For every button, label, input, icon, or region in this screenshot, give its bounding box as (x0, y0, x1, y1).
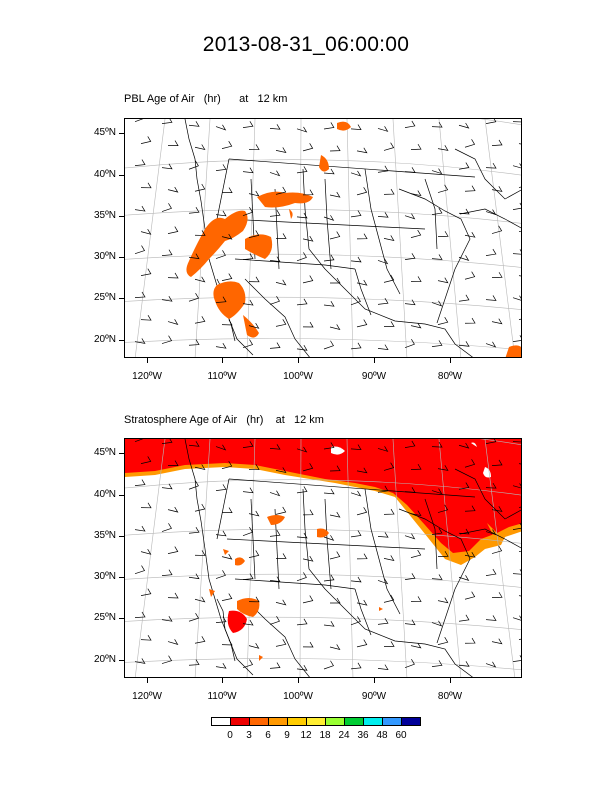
wind-barb (195, 636, 205, 643)
wind-barb (303, 596, 313, 603)
wind-barb (519, 140, 522, 145)
wind-barb (162, 616, 172, 621)
wind-barb (270, 210, 280, 216)
wind-barb (216, 125, 225, 130)
colorbar-swatch (287, 717, 307, 726)
plot-title: 2013-08-31_06:00:00 (202, 33, 410, 56)
lat-tick (119, 618, 124, 619)
wind-barb (297, 572, 306, 580)
wind-barb (222, 640, 232, 645)
colorbar-swatch (306, 717, 326, 726)
wind-barb (384, 189, 394, 194)
lon-label: 120ºW (132, 371, 162, 382)
wind-barb (357, 148, 367, 153)
wind-barb (459, 255, 469, 260)
lat-tick (119, 133, 124, 134)
wind-barb (384, 235, 394, 240)
wind-barb (324, 255, 334, 261)
wind-barb (465, 638, 475, 643)
wind-barb (162, 523, 171, 531)
wind-barb (141, 503, 151, 508)
wind-barb (411, 230, 421, 238)
wind-barb (351, 530, 361, 536)
lat-lon-grid (125, 119, 522, 358)
wind-barb (384, 143, 394, 151)
wind-barb (438, 317, 448, 324)
colorbar-label: 9 (284, 730, 290, 741)
wind-barb (243, 527, 252, 535)
colorbar-label: 3 (246, 730, 252, 741)
wind-barb (351, 171, 361, 176)
lat-label: 35ºN (94, 210, 116, 221)
wind-barb (162, 296, 172, 301)
wind-barb (405, 573, 415, 579)
wind-barb (357, 507, 367, 515)
wind-barb (357, 234, 367, 239)
colorbar-label: 18 (319, 730, 331, 741)
wind-barb (135, 206, 145, 211)
wind-barb (330, 552, 340, 559)
stratosphere-age-map-canvas (125, 439, 522, 678)
wind-barb (519, 593, 522, 598)
wind-barb (405, 253, 415, 259)
wind-barb (135, 480, 145, 486)
lat-tick (119, 536, 124, 537)
wind-barb (216, 164, 226, 170)
wind-barb (357, 320, 367, 327)
wind-barb (216, 250, 225, 258)
wind-barb (519, 632, 522, 640)
wind-barb (249, 277, 259, 282)
wind-barb (162, 656, 172, 664)
wind-barb (492, 319, 502, 324)
lon-tick (374, 678, 375, 683)
wind-barb (270, 530, 280, 536)
wind-barb (378, 579, 387, 584)
wind-barb (378, 298, 388, 304)
wind-barb (168, 507, 178, 512)
wind-barb (222, 554, 232, 559)
wind-barb (162, 570, 172, 576)
wind-barb (330, 232, 340, 239)
wind-barb (276, 639, 286, 646)
wind-barb (411, 191, 421, 196)
lat-label: 35ºN (94, 530, 116, 541)
lat-label: 20ºN (94, 654, 116, 665)
wind-barb (459, 615, 469, 621)
wind-barb (378, 166, 388, 173)
wind-barb (189, 207, 199, 213)
lon-tick (222, 358, 223, 363)
wind-barb (378, 665, 388, 670)
wind-barb (351, 296, 360, 304)
wind-barb (486, 295, 496, 300)
wind-barb (330, 192, 340, 197)
wind-barb (324, 621, 334, 626)
wind-barb (405, 121, 415, 128)
wind-barb (486, 662, 495, 667)
wind-barb (357, 640, 367, 647)
lon-tick (147, 358, 148, 363)
wind-barb (432, 208, 442, 215)
wind-barb (195, 550, 205, 555)
colorbar-swatch (230, 717, 250, 726)
lat-label: 25ºN (94, 612, 116, 623)
lon-tick (222, 678, 223, 683)
colorbar-label: 24 (338, 730, 350, 741)
lat-tick (119, 175, 124, 176)
wind-barb (357, 554, 367, 559)
lat-tick (119, 298, 124, 299)
wind-barb (141, 183, 151, 188)
wind-barb (432, 301, 441, 306)
wind-barb (216, 211, 226, 216)
wind-barb (411, 596, 421, 601)
wind-barb (384, 641, 394, 646)
wind-barb (513, 249, 522, 254)
wind-barb (162, 250, 172, 256)
wind-barb (297, 166, 307, 172)
wind-barb (270, 491, 279, 496)
wind-barb (270, 171, 279, 176)
wind-barb (168, 273, 178, 278)
lat-label: 20ºN (94, 334, 116, 345)
lon-label: 120ºW (132, 691, 162, 702)
wind-barb (216, 484, 226, 490)
panel1-variable-label: PBL Age of Air (hr) at 12 km (124, 93, 288, 105)
stratospheric-air-region (125, 439, 522, 565)
wind-barb (141, 635, 151, 640)
wind-barb (492, 272, 502, 277)
colorbar-label: 60 (395, 730, 407, 741)
wind-barb (303, 322, 313, 327)
wind-barb (276, 507, 286, 514)
wind-barb (432, 254, 442, 259)
wind-barb (297, 619, 307, 625)
wind-barb (168, 319, 178, 324)
wind-barb (330, 644, 340, 649)
wind-barb (465, 318, 475, 323)
wind-barb (222, 594, 232, 601)
colorbar-swatch (268, 717, 288, 726)
wind-barb (378, 126, 388, 131)
lon-tick (298, 358, 299, 363)
wind-barb (168, 547, 178, 554)
wind-barb (351, 257, 361, 262)
wind-barb (513, 655, 522, 661)
wind-barb (405, 167, 415, 172)
wind-barb (513, 616, 522, 621)
wind-barb (141, 549, 151, 554)
wind-barb (351, 210, 361, 216)
wind-barb (432, 621, 441, 626)
wind-barb (357, 187, 367, 195)
wind-barb (243, 121, 253, 127)
wind-barb (378, 345, 388, 350)
wind-barb (189, 527, 199, 533)
wind-barb (168, 141, 178, 146)
wind-barb (459, 295, 469, 301)
lat-label: 40ºN (94, 489, 116, 500)
wind-barb (378, 618, 388, 624)
wind-barb (216, 531, 226, 536)
wind-barb (276, 147, 286, 152)
wind-barb (492, 226, 502, 234)
wind-barb (405, 534, 415, 539)
wind-barb (324, 122, 334, 129)
wind-barb (222, 274, 232, 281)
wind-barb (297, 127, 307, 132)
wind-barb (162, 119, 172, 124)
wind-barb (465, 139, 475, 147)
wind-barb (486, 615, 496, 620)
wind-barb (135, 160, 145, 166)
lat-label: 45ºN (94, 127, 116, 138)
wind-barb (162, 336, 172, 344)
wind-barb (168, 187, 178, 192)
wind-barb (465, 232, 475, 237)
wind-barb (270, 663, 280, 669)
wind-barb (513, 296, 522, 301)
wind-barb (351, 125, 361, 130)
wind-barb (411, 144, 421, 150)
lon-label: 80ºW (437, 691, 463, 702)
wind-barb (519, 312, 522, 320)
wind-barb (276, 600, 286, 605)
wind-barb (384, 509, 394, 514)
age-of-air-colorbar (211, 717, 420, 726)
wind-barb (513, 163, 522, 168)
wind-barb (513, 335, 522, 341)
wind-barb (351, 616, 360, 624)
wind-barb (519, 273, 522, 278)
wind-barb (249, 643, 259, 648)
wind-barb (297, 486, 307, 492)
lon-label: 80ºW (437, 371, 463, 382)
wind-barb (276, 319, 286, 326)
colorbar-swatch (401, 717, 421, 726)
wind-barb (513, 203, 522, 210)
wind-barb (141, 229, 151, 234)
lon-label: 90ºW (361, 371, 387, 382)
wind-barb (519, 180, 522, 188)
colorbar-label: 0 (227, 730, 233, 741)
colorbar-swatch (344, 717, 364, 726)
wind-barb (330, 512, 340, 517)
wind-barb (411, 550, 421, 558)
wind-barb (378, 259, 387, 264)
wind-barb (135, 338, 145, 343)
wind-barb (378, 532, 388, 537)
wind-barb (438, 598, 448, 603)
wind-barb (405, 620, 415, 625)
lon-label: 110ºW (207, 371, 237, 382)
wind-barb (324, 215, 333, 220)
lon-label: 100ºW (283, 371, 313, 382)
lon-tick (298, 678, 299, 683)
wind-barb (351, 577, 361, 582)
wind-barb (195, 504, 205, 511)
lon-label: 110ºW (207, 691, 237, 702)
wind-barb (162, 203, 171, 211)
wind-barb (486, 569, 496, 576)
wind-barb (324, 301, 334, 306)
wind-barb (438, 231, 448, 236)
wind-barb (222, 320, 232, 325)
wind-barb (189, 340, 199, 346)
wind-barb (405, 214, 415, 219)
lat-tick (119, 453, 124, 454)
colorbar-label: 36 (357, 730, 369, 741)
colorbar-swatch (325, 717, 345, 726)
wind-barb (492, 639, 502, 644)
wind-barb (249, 511, 259, 516)
wind-barb (465, 186, 475, 192)
wind-barb (297, 252, 306, 260)
lat-tick (119, 340, 124, 341)
wind-barb (324, 575, 334, 581)
wind-barb (297, 299, 307, 305)
colorbar-label: 48 (376, 730, 388, 741)
wind-barb (195, 184, 205, 191)
wind-barb (459, 123, 469, 128)
wind-barb (189, 660, 199, 666)
wind-barb (438, 278, 448, 283)
wind-barb (249, 191, 259, 196)
colorbar-label: 12 (300, 730, 312, 741)
wind-barb (168, 593, 178, 598)
wind-barb (486, 342, 495, 347)
stratosphere-age-map (124, 438, 522, 678)
wind-barb (330, 324, 340, 329)
wind-barb (378, 212, 388, 217)
coastline-and-borders (185, 119, 522, 358)
wind-barb (141, 136, 151, 143)
wind-barb (384, 321, 394, 326)
wind-barb (492, 592, 502, 597)
wind-barb (438, 185, 448, 193)
wind-barb (492, 140, 502, 146)
lon-label: 100ºW (283, 691, 313, 702)
wind-barb (135, 658, 145, 663)
wind-barb (270, 124, 280, 129)
lat-tick (119, 577, 124, 578)
lon-tick (374, 358, 375, 363)
colorbar-label: 6 (265, 730, 271, 741)
wind-barb (135, 526, 145, 531)
lat-tick (119, 216, 124, 217)
lat-label: 45ºN (94, 447, 116, 458)
colorbar-swatch (363, 717, 383, 726)
lat-label: 25ºN (94, 292, 116, 303)
wind-barb (513, 119, 522, 122)
wind-barb (465, 592, 475, 600)
colorbar-swatch (249, 717, 269, 726)
wind-barb (168, 639, 178, 644)
panel2-variable-label: Stratosphere Age of Air (hr) at 12 km (124, 414, 324, 426)
wind-barb (513, 569, 522, 574)
lat-label: 40ºN (94, 169, 116, 180)
wind-barb (216, 343, 226, 348)
lat-tick (119, 257, 124, 258)
wind-barb (432, 574, 442, 579)
wind-barb (189, 293, 199, 301)
wind-barb (189, 121, 199, 126)
wind-barb (459, 575, 469, 580)
wind-barb (168, 227, 178, 234)
wind-barb (135, 566, 145, 574)
wind-barb (330, 146, 340, 151)
pbl-age-map-canvas (125, 119, 522, 358)
wind-barb (135, 119, 144, 122)
wind-barb (141, 315, 151, 320)
lon-tick (450, 678, 451, 683)
wind-barb (243, 168, 253, 173)
wind-barb (270, 343, 280, 349)
wind-barb (243, 488, 253, 493)
wind-barb (135, 246, 145, 254)
wind-barb (303, 143, 313, 151)
wind-barb (492, 546, 502, 554)
wind-barb (216, 570, 225, 578)
lat-tick (119, 660, 124, 661)
wind-barb (438, 145, 448, 150)
colorbar-swatch (382, 717, 402, 726)
wind-barb (411, 276, 421, 281)
lon-tick (450, 358, 451, 363)
wind-barb (195, 144, 205, 149)
lat-label: 30ºN (94, 251, 116, 262)
lat-label: 30ºN (94, 571, 116, 582)
wind-barb (384, 555, 394, 560)
wind-barb (303, 276, 313, 283)
wind-barb (324, 341, 333, 349)
wind-barb (432, 169, 442, 174)
wind-barb (405, 300, 415, 305)
wind-barb (465, 272, 475, 280)
wind-barb (222, 141, 232, 148)
wind-barb (324, 489, 334, 494)
wind-barb (222, 188, 232, 193)
wind-barb (195, 316, 205, 323)
colorbar-swatch (211, 717, 231, 726)
stratospheric-air-patches (209, 515, 383, 661)
wind-barb (276, 280, 286, 285)
wind-barb (486, 249, 496, 256)
wind-barb (303, 642, 313, 647)
pbl-age-map (124, 118, 522, 358)
wind-barb (222, 508, 232, 513)
lat-tick (119, 495, 124, 496)
wind-barb (432, 122, 442, 127)
wind-barb (189, 613, 199, 621)
lon-tick (147, 678, 148, 683)
wind-barb (216, 663, 226, 668)
wind-barb (351, 491, 361, 496)
wind-barb (438, 637, 448, 644)
lon-label: 90ºW (361, 691, 387, 702)
wind-barb (324, 661, 333, 669)
